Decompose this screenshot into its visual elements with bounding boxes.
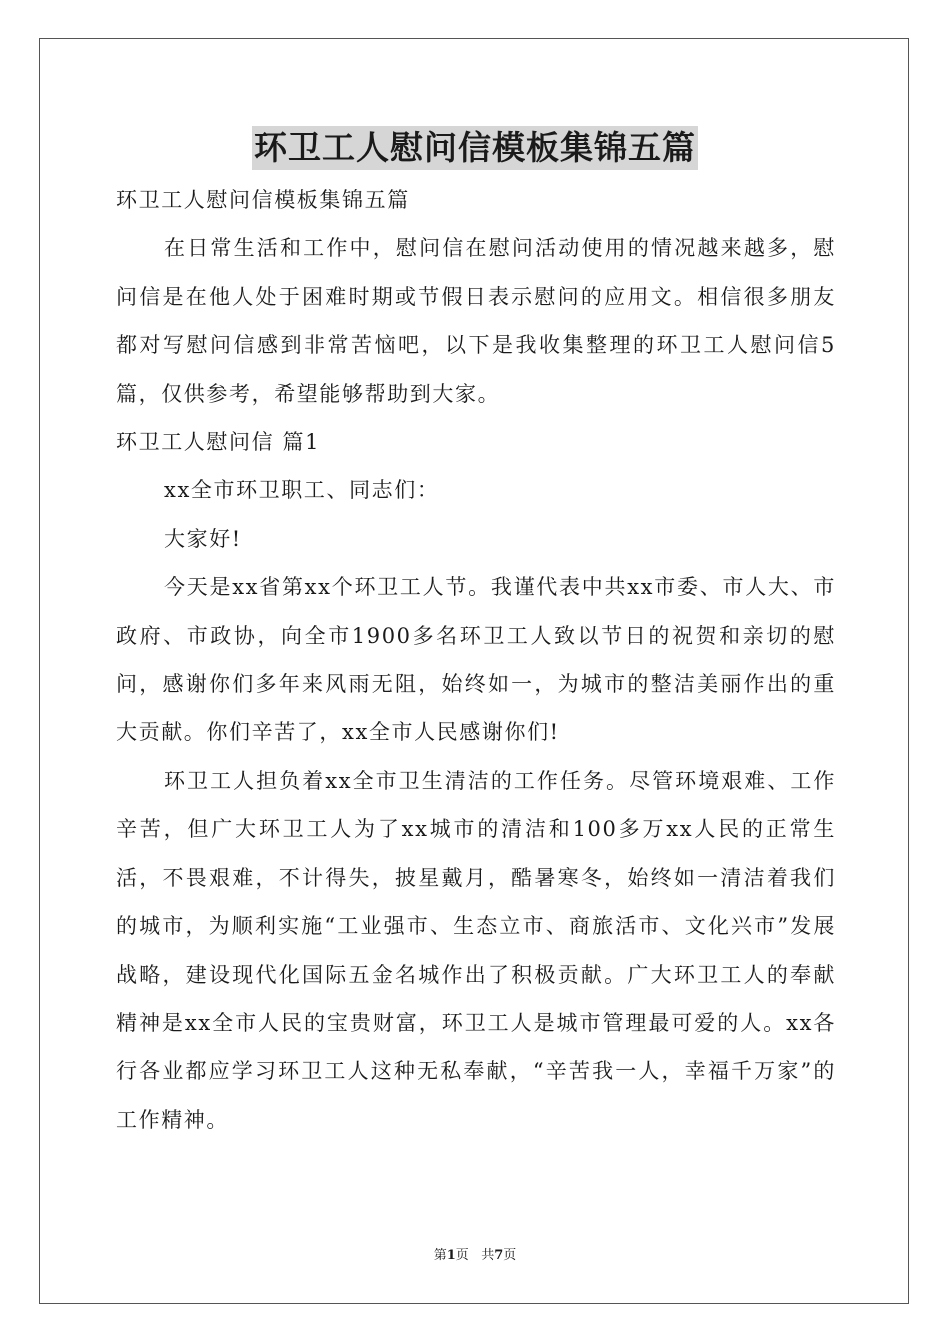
body-paragraph-1: 今天是xx省第xx个环卫工人节。我谨代表中共xx市委、市人大、市政府、市政协，向全市1900多名环卫工人致以节日的祝贺和亲切的慰问，感谢你们多年来风雨无阻，始终如一，为城市的整洁美丽作出的重大贡献。你们辛苦了，xx全市人民感谢你们!: [116, 575, 836, 745]
total-page-number: 7: [494, 1248, 504, 1263]
document-subtitle: 环卫工人慰问信模板集锦五篇: [116, 188, 410, 212]
greeting: 大家好!: [164, 526, 242, 551]
title-area: [0, 126, 950, 170]
page-label-prefix: 第: [433, 1248, 447, 1263]
page-footer: [0, 1247, 950, 1265]
document-body: [116, 176, 836, 1144]
section-heading: 环卫工人慰问信 篇1: [116, 430, 321, 455]
body-paragraph-2: 环卫工人担负着xx全市卫生清洁的工作任务。尽管环境艰难、工作辛苦，但广大环卫工人为了xx城市的清洁和100多万xx人民的正常生活，不畏艰难，不计得失，披星戴月，酷暑寒冬，始终如一清洁着我们的城市，为顺利实施“工业强市、生态立市、商旅活市、文化兴市”发展战略，建设现代化国际五金名城作出了积极贡献。广大环卫工人的奉献精神是xx全市人民的宝贵财富，环卫工人是城市管理最可爱的人。xx各行各业都应学习环卫工人这种无私奉献，“辛苦我一人，幸福千万家”的工作精神。: [116, 768, 836, 1132]
intro-paragraph: 在日常生活和工作中，慰问信在慰问活动使用的情况越来越多，慰问信是在他人处于困难时期或节假日表示慰问的应用文。相信很多朋友都对写慰问信感到非常苦恼吧，以下是我收集整理的环卫工人慰问信5篇，仅供参考，希望能够帮助到大家。: [116, 236, 836, 406]
page-label-suffix: 页: [503, 1248, 517, 1263]
page-label-mid: 页 共: [455, 1248, 495, 1263]
document-title: 环卫工人慰问信模板集锦五篇: [252, 126, 698, 170]
salutation: xx全市环卫职工、同志们：: [164, 478, 440, 503]
current-page-number: 1: [446, 1248, 456, 1263]
